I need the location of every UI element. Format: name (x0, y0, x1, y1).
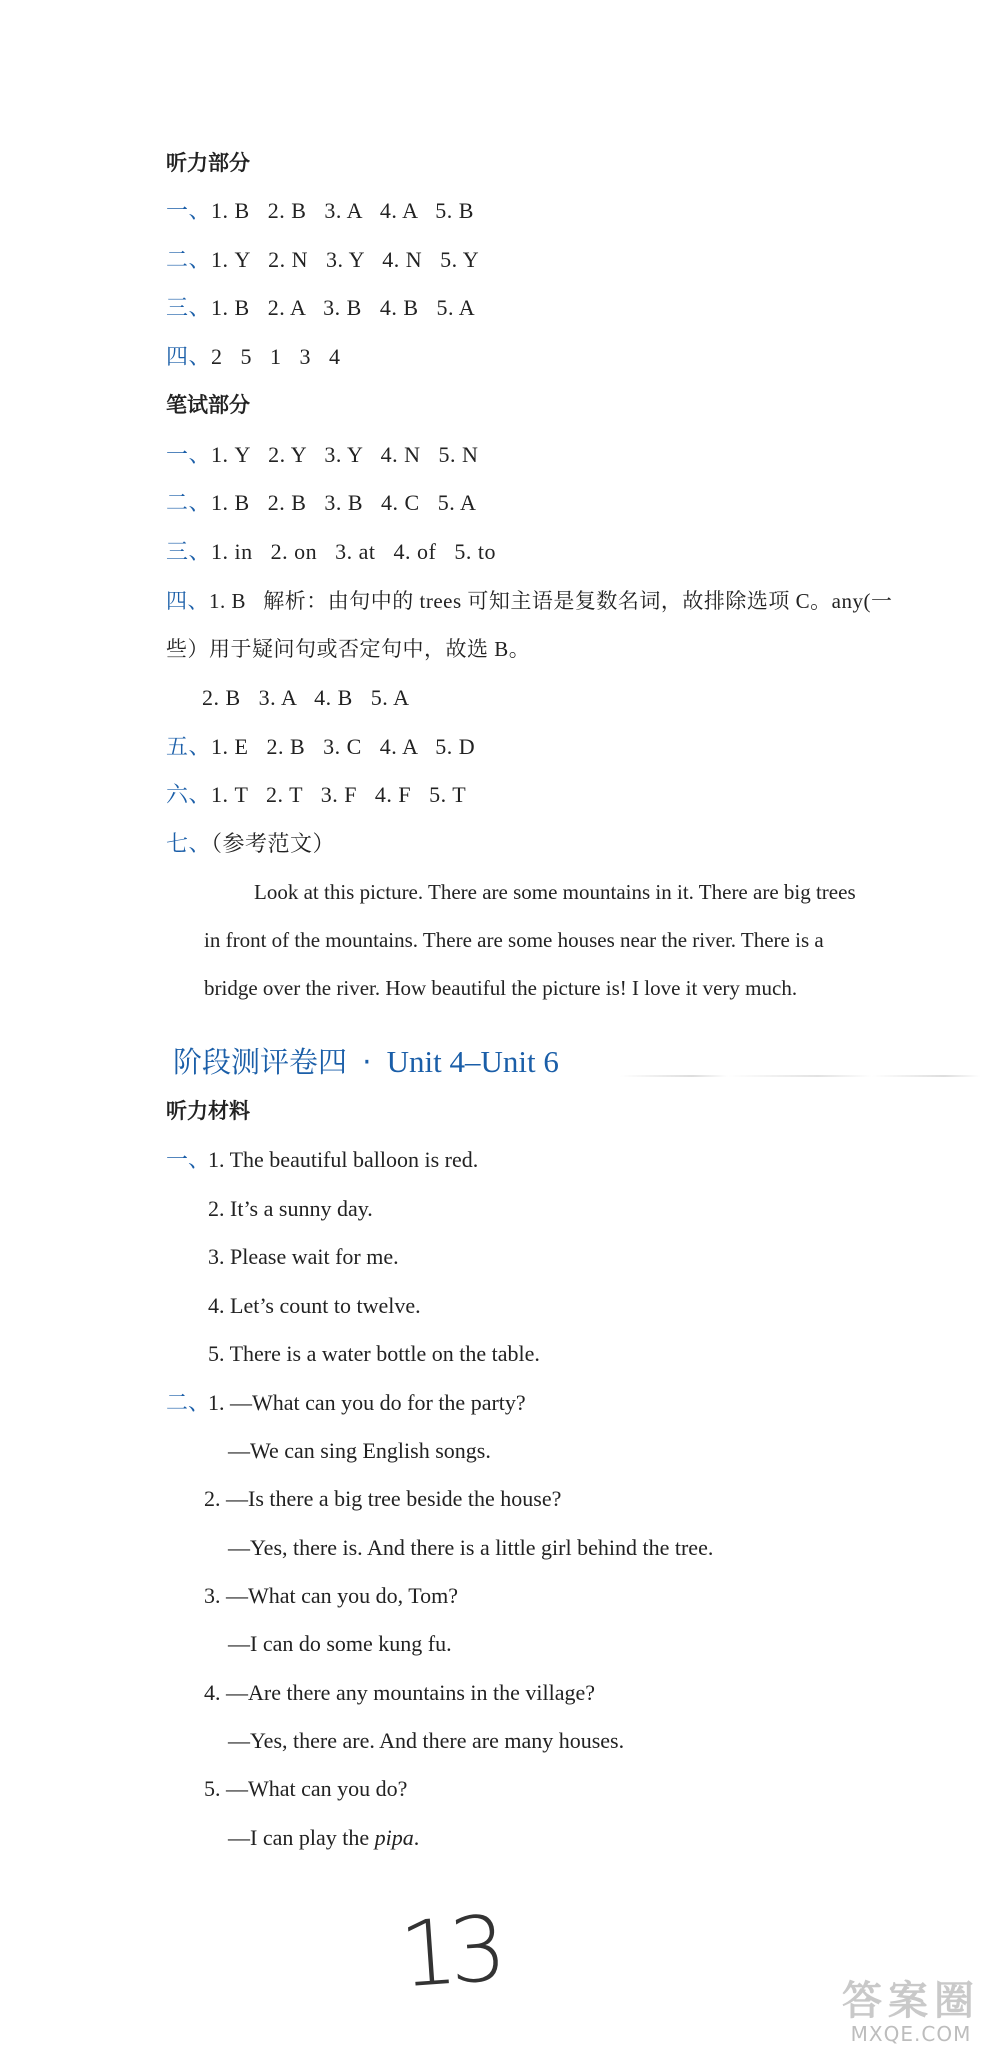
written-row-3 (166, 537, 496, 567)
material-part1-line-4: 4. Let’s count to twelve. (208, 1293, 421, 1318)
material-part2-line-10 (228, 1823, 419, 1853)
row-number: 五、 (166, 734, 212, 759)
listening-row-1 (166, 196, 474, 226)
written-row-1 (166, 440, 478, 470)
row-answers: 1. B 2. A 3. B 4. B 5. A (211, 295, 476, 320)
essay-line-3: bridge over the river. How beautiful the picture is! I love it very much. (204, 976, 798, 1000)
written-row-6 (166, 780, 466, 810)
material-part2-line-4: —Yes, there is. And there is a little girl behind the tree. (228, 1535, 714, 1560)
material-part2-line-3: 2. —Is there a big tree beside the house? (204, 1486, 562, 1511)
written-heading: 笔试部分 (166, 393, 250, 417)
material-part1-line-5: 5. There is a water bottle on the table. (208, 1341, 540, 1366)
written-row-4-more (202, 683, 409, 713)
material-part2-number (166, 1388, 210, 1418)
row-answers: 1. E 2. B 3. C 4. A 5. D (211, 734, 476, 759)
row-number: 二、 (166, 1390, 211, 1415)
unit-title (173, 1040, 559, 1081)
material-part2-line-1: 1. —What can you do for the party? (208, 1390, 526, 1415)
material-part2-line-7: 4. —Are there any mountains in the village? (204, 1680, 595, 1705)
row-answers: 1. B 2. B 3. B 4. C 5. A (211, 490, 477, 515)
row-number: 一、 (166, 1147, 211, 1172)
material-part2-line-2: —We can sing English songs. (228, 1438, 491, 1463)
row-answers: 1. in 2. on 3. at 4. of 5. to (211, 539, 496, 564)
material-part2-line-6: —I can do some kung fu. (228, 1631, 452, 1656)
material-part1-number (166, 1145, 210, 1175)
material-part2-line-9: 5. —What can you do? (204, 1776, 408, 1801)
row-number: 一、 (166, 442, 212, 467)
pipa-word: pipa (374, 1825, 414, 1850)
unit-title-dot: · (362, 1045, 372, 1079)
material-part2-line-5: 3. —What can you do, Tom? (204, 1583, 459, 1608)
watermark-url: MXQE.COM (850, 2022, 972, 2046)
written-row-7 (166, 829, 335, 859)
watermark-logo-text: 答案圈 (842, 1978, 980, 2024)
line-period: . (413, 1825, 420, 1850)
material-heading: 听力材料 (166, 1099, 250, 1123)
scan-artifact-line (620, 1075, 980, 1077)
material-part1-line-2: 2. It’s a sunny day. (208, 1196, 373, 1221)
row-answers: （参考范文） (211, 831, 336, 856)
material-part1-line-1: 1. The beautiful balloon is red. (208, 1147, 479, 1172)
material-part2-line-8: —Yes, there are. And there are many houses. (228, 1728, 625, 1753)
row-number: 四、 (166, 589, 209, 613)
row-answers: 些）用于疑问句或否定句中，故选 B。 (166, 637, 531, 661)
essay-line-2: in front of the mountains. There are some houses near the river. There is a (204, 928, 824, 952)
unit-title-cn: 阶段测评卷四 (173, 1045, 348, 1079)
essay-line-1: Look at this picture. There are some mountains in it. There are big trees (254, 880, 856, 904)
row-number: 二、 (166, 247, 212, 272)
row-answers: 1. Y 2. Y 3. Y 4. N 5. N (211, 442, 479, 467)
row-number: 七、 (166, 831, 212, 856)
written-row-4 (166, 586, 892, 616)
written-row-5 (166, 732, 475, 762)
row-number: 二、 (166, 490, 212, 515)
row-answers: 1. B 解析：由句中的 trees 可知主语是复数名词，故排除选项 C。any(一 (209, 589, 893, 613)
row-number: 三、 (166, 539, 212, 564)
listening-row-4 (166, 342, 341, 372)
row-answers: 2 5 1 3 4 (211, 344, 341, 369)
material-part1-line-3: 3. Please wait for me. (208, 1244, 399, 1269)
line-text: —I can play the (228, 1825, 375, 1850)
site-watermark (842, 1969, 980, 2046)
row-answers: 1. T 2. T 3. F 4. F 5. T (211, 782, 467, 807)
listening-heading: 听力部分 (166, 151, 250, 175)
row-answers: 1. Y 2. N 3. Y 4. N 5. Y (211, 247, 480, 272)
row-answers: 1. B 2. B 3. A 4. A 5. B (211, 198, 474, 223)
written-row-2 (166, 488, 476, 518)
row-number: 三、 (166, 295, 212, 320)
row-number: 四、 (166, 344, 212, 369)
row-answers: 2. B 3. A 4. B 5. A (202, 685, 410, 710)
row-number: 一、 (166, 198, 212, 223)
page-number: 13 (396, 1896, 503, 2009)
unit-title-en: Unit 4–Unit 6 (386, 1044, 559, 1079)
listening-row-3 (166, 293, 475, 323)
row-number: 六、 (166, 782, 212, 807)
listening-row-2 (166, 245, 479, 275)
written-row-4-continued (166, 634, 530, 664)
